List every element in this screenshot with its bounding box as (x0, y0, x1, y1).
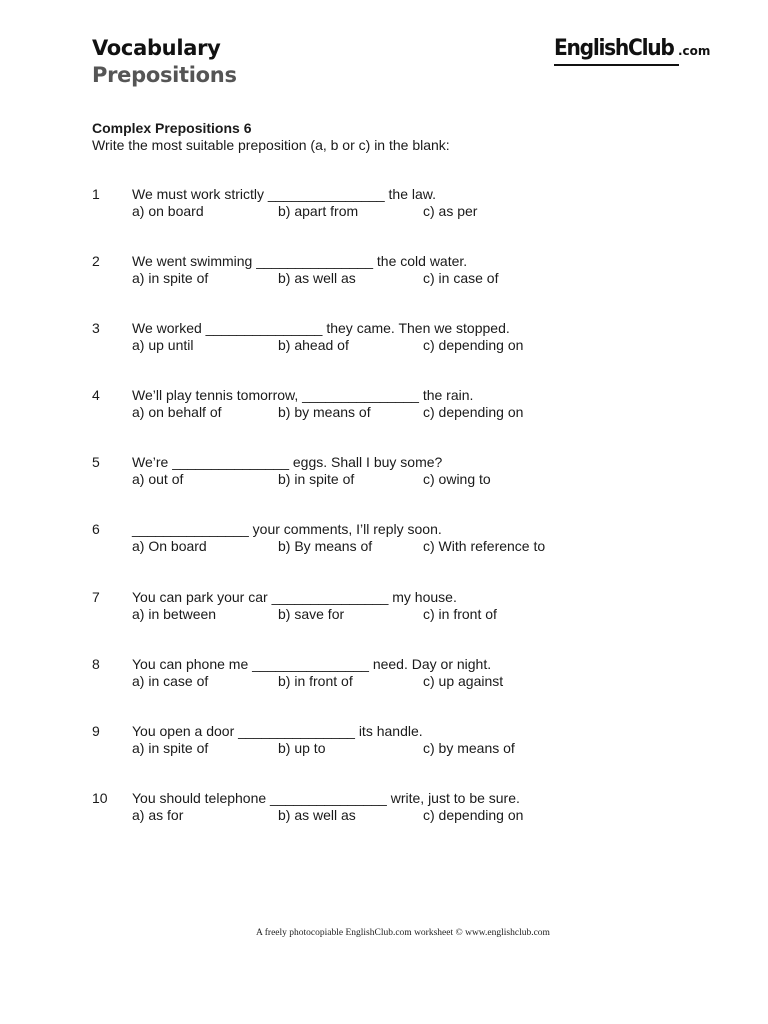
question-number: 6 (92, 521, 100, 537)
option-b: b) in spite of (278, 471, 355, 487)
question-item (92, 387, 692, 427)
option-a: a) in case of (132, 673, 209, 689)
question-number: 7 (92, 589, 100, 605)
option-c: c) up against (423, 673, 504, 689)
exercise-heading: Complex Prepositions 6 (92, 120, 252, 136)
question-text: _______________ your comments, I’ll reply soon. (132, 521, 442, 537)
option-a: a) on board (132, 203, 204, 219)
option-a: a) On board (132, 538, 207, 554)
page-subtitle: Prepositions (92, 63, 237, 87)
question-item (92, 723, 692, 763)
option-b: b) up to (278, 740, 326, 756)
question-number: 8 (92, 656, 100, 672)
option-b: b) in front of (278, 673, 353, 689)
option-a: a) on behalf of (132, 404, 222, 420)
option-a: a) as for (132, 807, 184, 823)
option-b: b) as well as (278, 807, 356, 823)
question-item (92, 186, 692, 226)
question-number: 5 (92, 454, 100, 470)
page-title: Vocabulary (92, 36, 221, 60)
option-b: b) by means of (278, 404, 371, 420)
option-c: c) by means of (423, 740, 515, 756)
question-text: You can phone me _______________ need. Day or night. (132, 656, 492, 672)
question-item (92, 454, 692, 494)
question-text: We worked _______________ they came. Then we stopped. (132, 320, 510, 336)
question-number: 9 (92, 723, 100, 739)
option-c: c) With reference to (423, 538, 546, 554)
logo-text: EnglishClub (554, 36, 674, 61)
option-c: c) depending on (423, 404, 524, 420)
option-c: c) depending on (423, 807, 524, 823)
option-c: c) in case of (423, 270, 499, 286)
question-number: 10 (92, 790, 108, 806)
option-c: c) owing to (423, 471, 491, 487)
question-number: 4 (92, 387, 100, 403)
logo-underline (554, 64, 679, 66)
question-item (92, 790, 692, 830)
question-number: 2 (92, 253, 100, 269)
option-b: b) ahead of (278, 337, 349, 353)
option-c: c) depending on (423, 337, 524, 353)
question-text: We must work strictly _______________ the law. (132, 186, 437, 202)
question-number: 3 (92, 320, 100, 336)
question-item (92, 521, 692, 561)
question-text: You can park your car _______________ my house. (132, 589, 457, 605)
option-a: a) up until (132, 337, 194, 353)
question-number: 1 (92, 186, 100, 202)
option-a: a) out of (132, 471, 184, 487)
exercise-instructions: Write the most suitable preposition (a, b or c) in the blank: (92, 137, 450, 153)
question-text: You open a door _______________ its handle. (132, 723, 423, 739)
englishclub-logo (554, 36, 710, 66)
question-item (92, 320, 692, 360)
option-a: a) in spite of (132, 740, 209, 756)
question-text: You should telephone _______________ write, just to be sure. (132, 790, 520, 806)
option-c: c) in front of (423, 606, 497, 622)
question-item (92, 253, 692, 293)
question-text: We went swimming _______________ the cold water. (132, 253, 468, 269)
logo-suffix: .com (677, 44, 711, 58)
option-c: c) as per (423, 203, 478, 219)
option-b: b) save for (278, 606, 345, 622)
question-item (92, 589, 692, 629)
option-a: a) in between (132, 606, 217, 622)
option-a: a) in spite of (132, 270, 209, 286)
question-text: We’re _______________ eggs. Shall I buy some? (132, 454, 443, 470)
option-b: b) apart from (278, 203, 359, 219)
option-b: b) as well as (278, 270, 356, 286)
question-item (92, 656, 692, 696)
footer-copyright: A freely photocopiable EnglishClub.com worksheet © www.englishclub.com (256, 928, 550, 938)
question-text: We’ll play tennis tomorrow, _______________ the rain. (132, 387, 474, 403)
option-b: b) By means of (278, 538, 373, 554)
